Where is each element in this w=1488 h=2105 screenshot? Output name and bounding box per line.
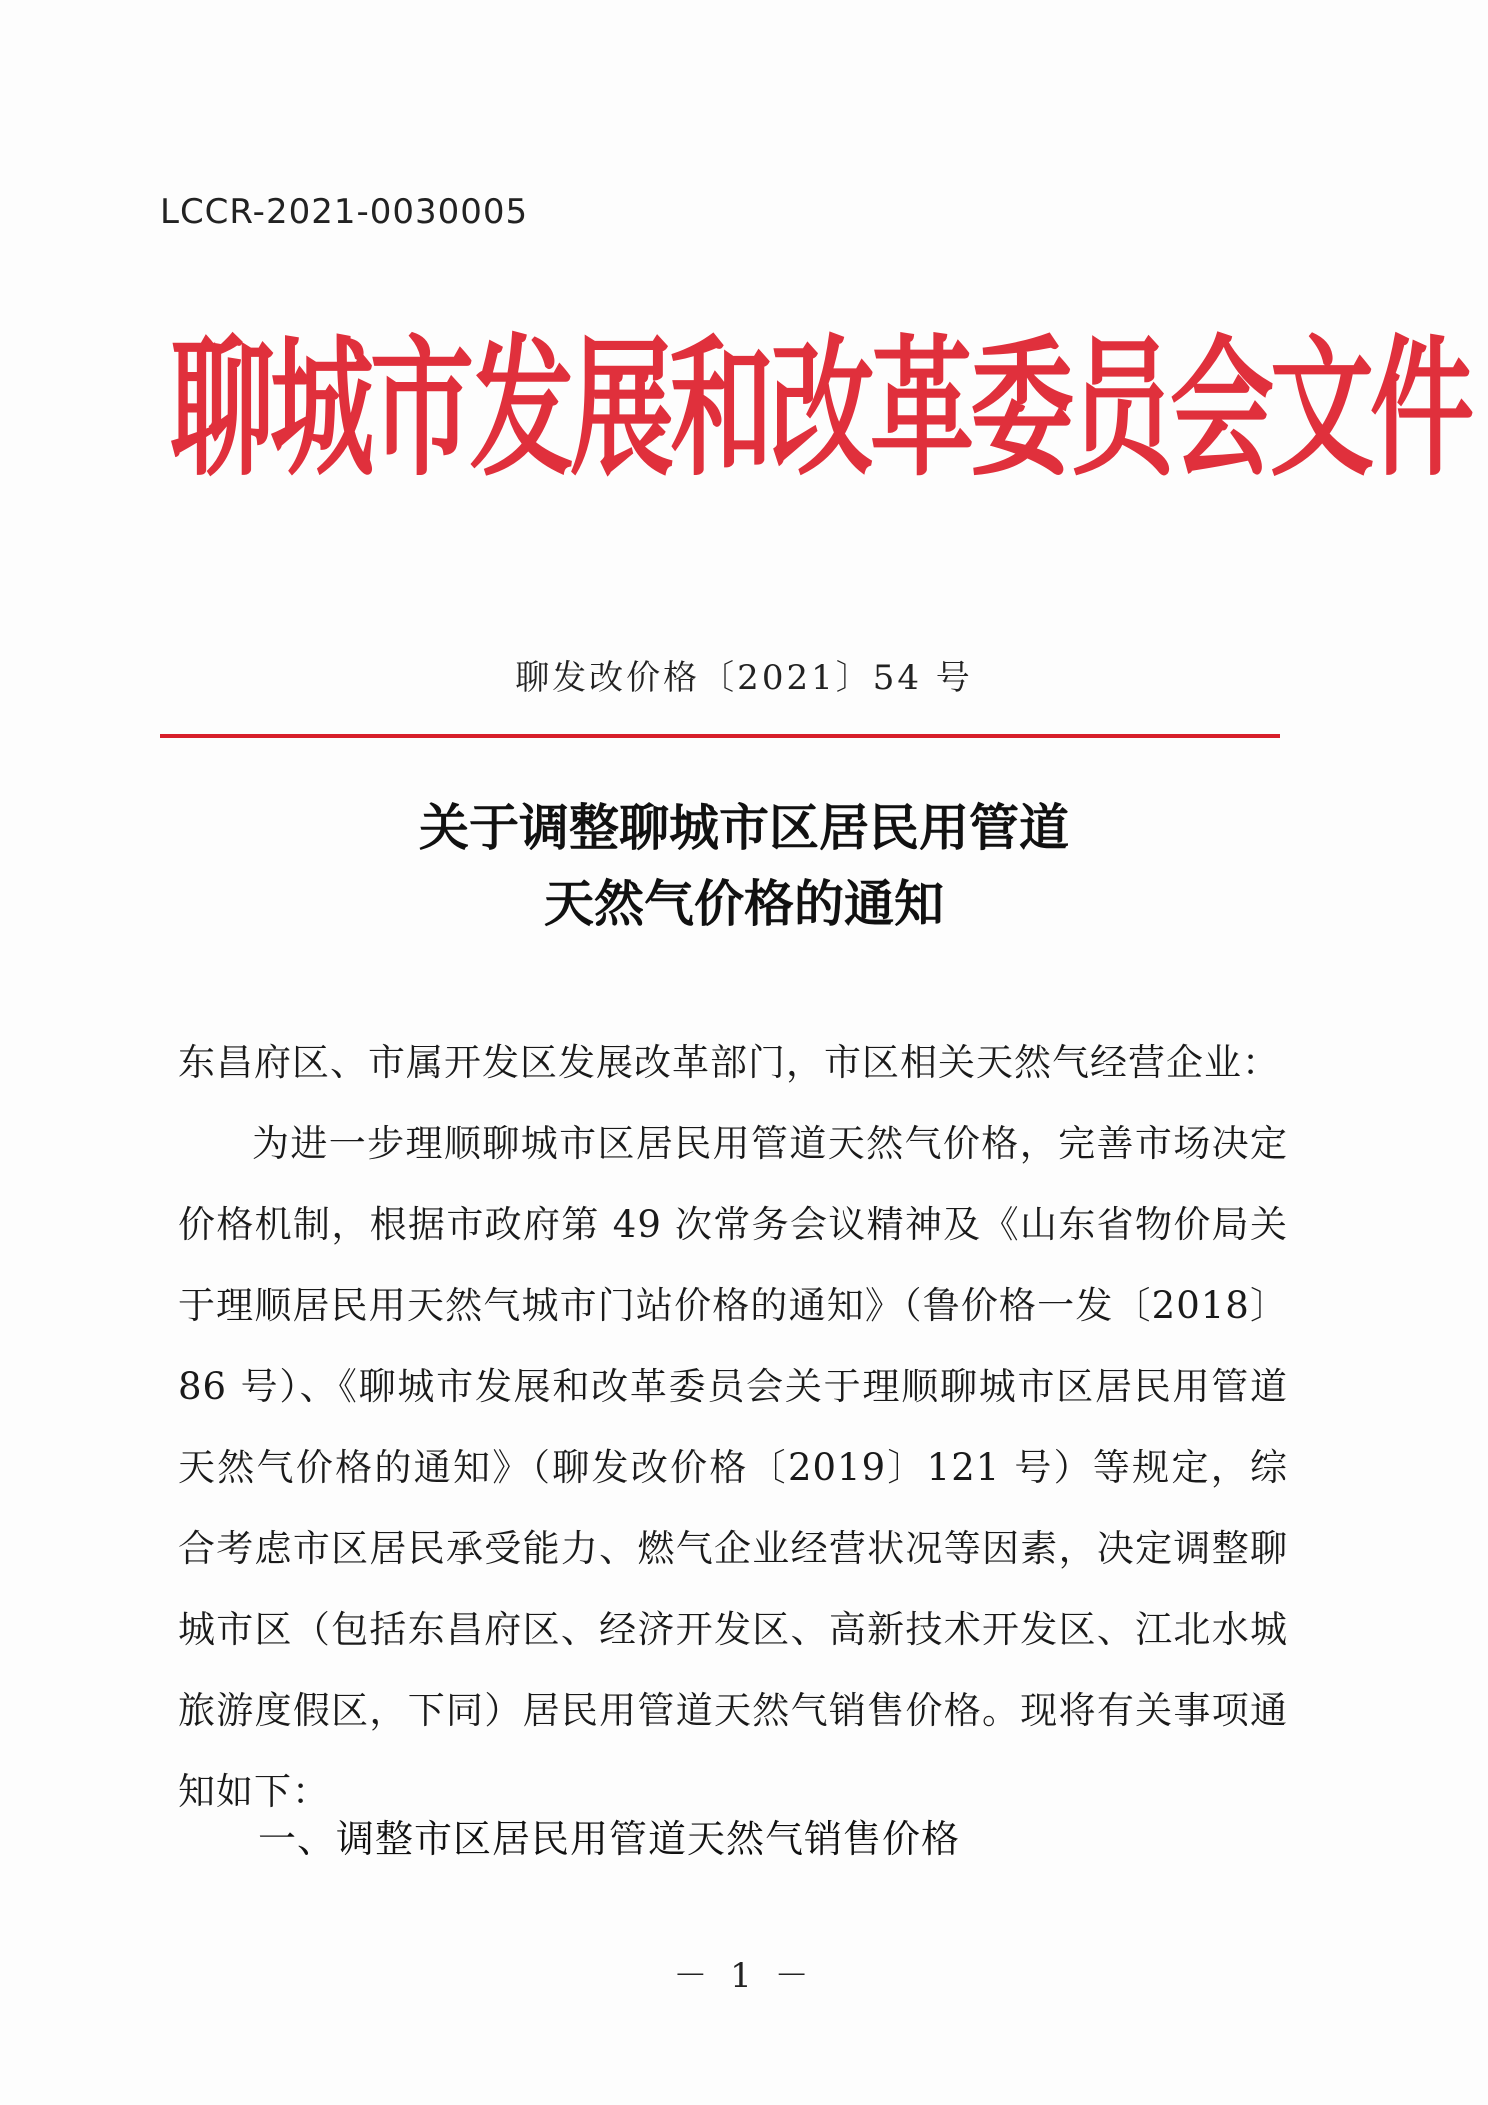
page-number: － 1 － bbox=[673, 1956, 815, 1996]
notice-title bbox=[0, 790, 1488, 942]
notice-title-line-1: 关于调整聊城市区居民用管道 bbox=[419, 798, 1069, 857]
document-code: LCCR-2021-0030005 bbox=[160, 192, 529, 232]
section-heading-1: 一、调整市区居民用管道天然气销售价格 bbox=[258, 1817, 961, 1861]
red-divider-line bbox=[160, 734, 1280, 738]
salutation: 东昌府区、市属开发区发展改革部门，市区相关天然气经营企业： bbox=[178, 1041, 1280, 1084]
notice-body bbox=[178, 1022, 1288, 1832]
document-number: 聊发改价格〔2021〕54 号 bbox=[515, 658, 973, 698]
paragraph-1: 为进一步理顺聊城市区居民用管道天然气价格，完善市场决定价格机制，根据市政府第 49 次常务会议精神及《山东省物价局关于理顺居民用天然气城市门站价格的通知》（鲁价格一发〔2018〕86 号）、《聊城市发展和改革委员会关于理顺聊城市区居民用管道天然气价格的通知》（聊发改价格〔2019〕121 号）等规定，综合考虑市区居民承受能力、燃气企业经营状况等因素，决定调整聊城市区（包括东昌府区、经济开发区、高新技术开发区、江北水城旅游度假区，下同）居民用管道天然气销售价格。现将有关事项通知如下： bbox=[178, 1122, 1288, 1813]
notice-title-line-2: 天然气价格的通知 bbox=[544, 874, 944, 933]
masthead-title: 聊城市发展和改革委员会文件 bbox=[170, 320, 1471, 498]
